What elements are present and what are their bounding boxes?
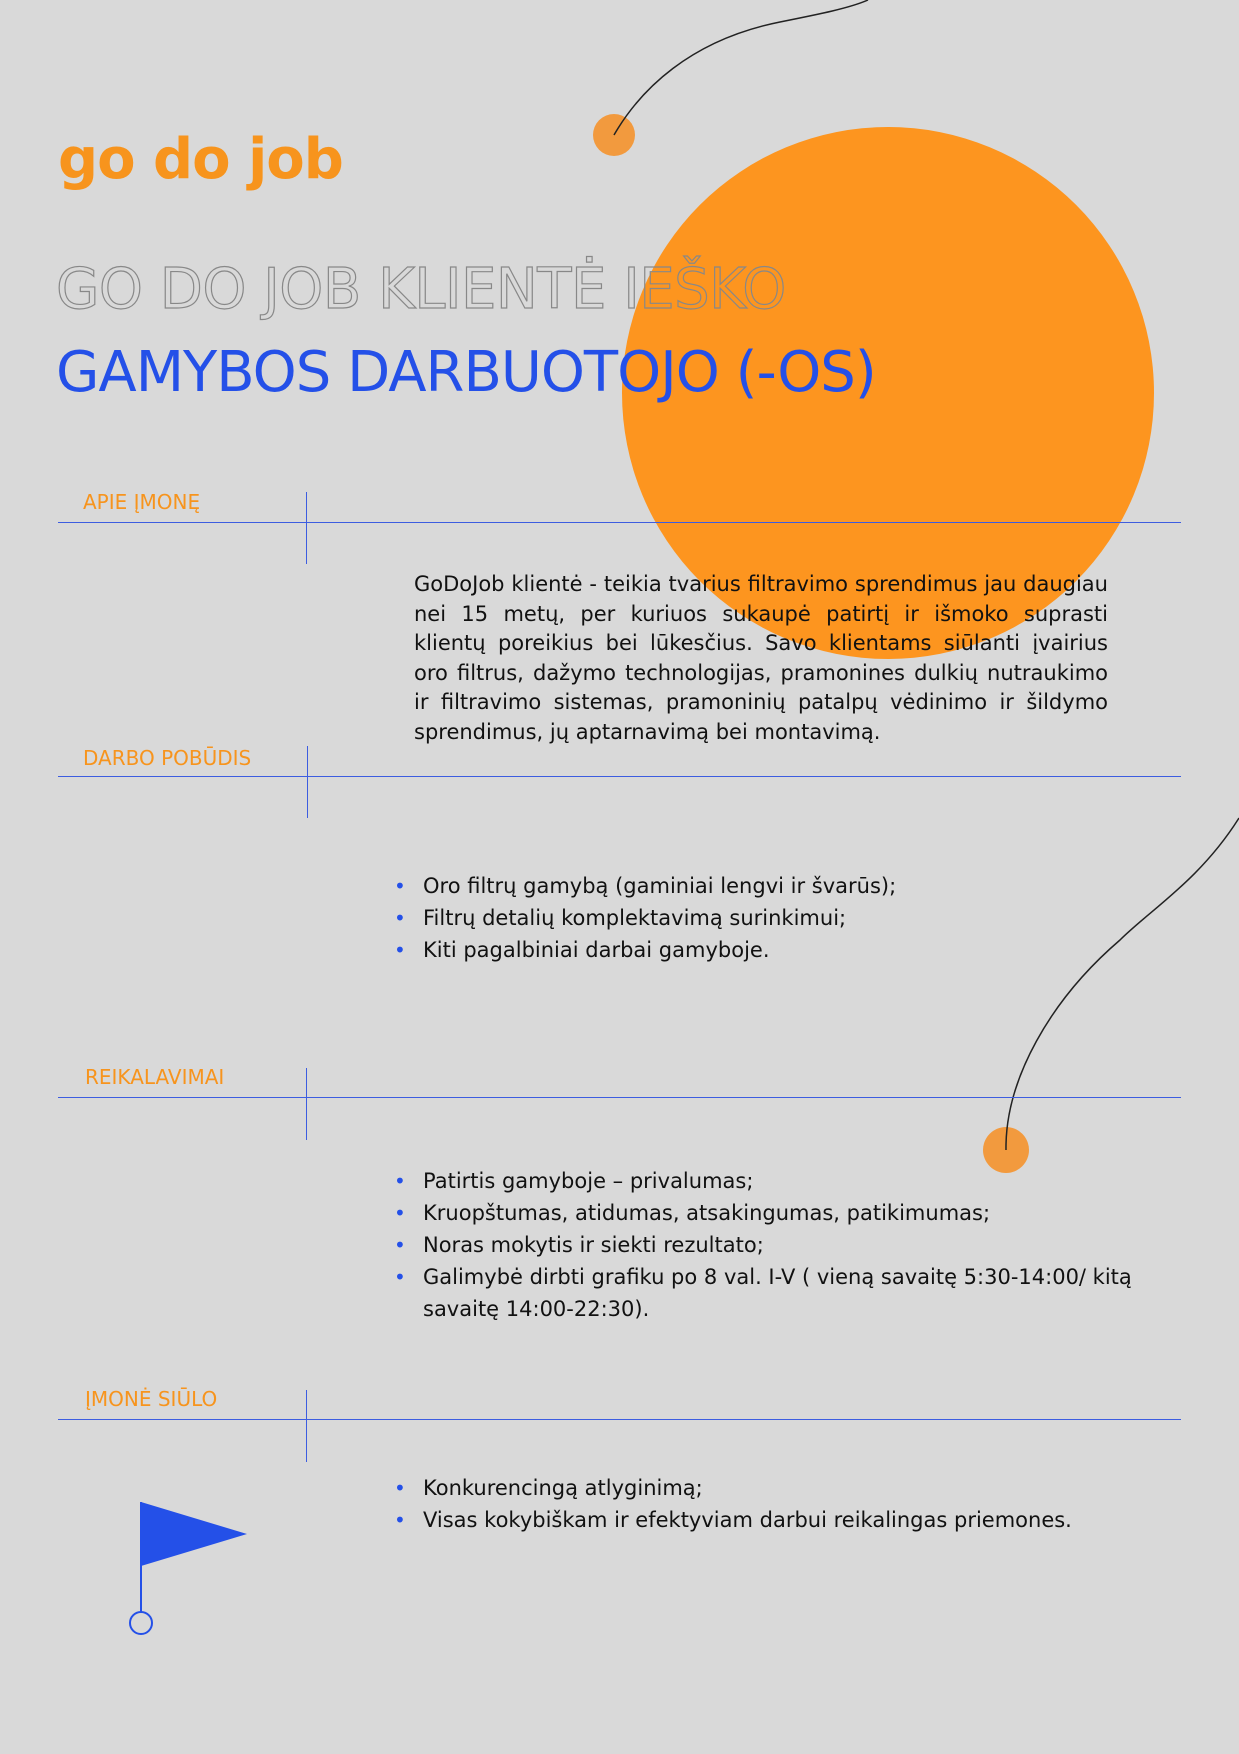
section-divider-about xyxy=(58,522,1181,523)
curve-line-right xyxy=(1006,818,1239,1150)
list-item: • Oro filtrų gamybą (gaminiai lengvi ir švarūs); xyxy=(388,870,896,902)
section-tick-offer xyxy=(306,1390,307,1462)
section-divider-offer xyxy=(58,1419,1181,1420)
go-do-job-logo: go do job xyxy=(58,127,343,192)
list-item: • Filtrų detalių komplektavimą surinkimui; xyxy=(388,902,896,934)
section-divider-requirements xyxy=(58,1097,1181,1098)
flag-icon xyxy=(130,1502,247,1634)
job-title: GAMYBOS DARBUOTOJO (-OS) xyxy=(56,340,876,405)
requirements-list xyxy=(388,1165,1148,1325)
list-item: • Kiti pagalbiniai darbai gamyboje. xyxy=(388,934,896,966)
section-tick-about xyxy=(306,492,307,564)
work-duties-list xyxy=(388,870,896,966)
section-label-requirements: REIKALAVIMAI xyxy=(85,1065,225,1089)
section-divider-work xyxy=(58,776,1181,777)
section-label-about: APIE ĮMONĘ xyxy=(83,490,201,514)
section-tick-requirements xyxy=(306,1068,307,1140)
curve-line-top xyxy=(614,0,868,135)
offer-list xyxy=(388,1472,1072,1536)
list-item: • Noras mokytis ir siekti rezultato; xyxy=(388,1229,1148,1261)
section-label-work: DARBO POBŪDIS xyxy=(83,746,252,770)
list-item: • Galimybė dirbti grafiku po 8 val. I-V ( vieną savaitę 5:30-14:00/ kitą savaitę 14:00-22:30). xyxy=(388,1261,1148,1325)
list-item: • Kruopštumas, atidumas, atsakingumas, patikimumas; xyxy=(388,1197,1148,1229)
list-item: • Visas kokybiškam ir efektyviam darbui reikalingas priemones. xyxy=(388,1504,1072,1536)
about-company-text: GoDoJob klientė - teikia tvarius filtravimo sprendimus jau daugiau nei 15 metų, per kuriuos sukaupė patirtį ir išmoko suprasti klientų poreikius bei lūkesčius. Savo klientams siūlanti įvairius oro filtrus, dažymo technologijas, pramonines dulkių nutraukimo ir filtravimo sistemas, pramoninių patalpų vėdinimo ir šildymo sprendimus, jų aptarnavimą bei montavimą. xyxy=(414,572,1108,744)
title-line-1: GO DO JOB KLIENTĖ IEŠKO xyxy=(56,257,786,322)
list-item: • Patirtis gamyboje – privalumas; xyxy=(388,1165,1148,1197)
section-label-offer: ĮMONĖ SIŪLO xyxy=(85,1387,218,1411)
list-item: • Konkurencingą atlyginimą; xyxy=(388,1472,1072,1504)
section-tick-work xyxy=(307,746,308,818)
